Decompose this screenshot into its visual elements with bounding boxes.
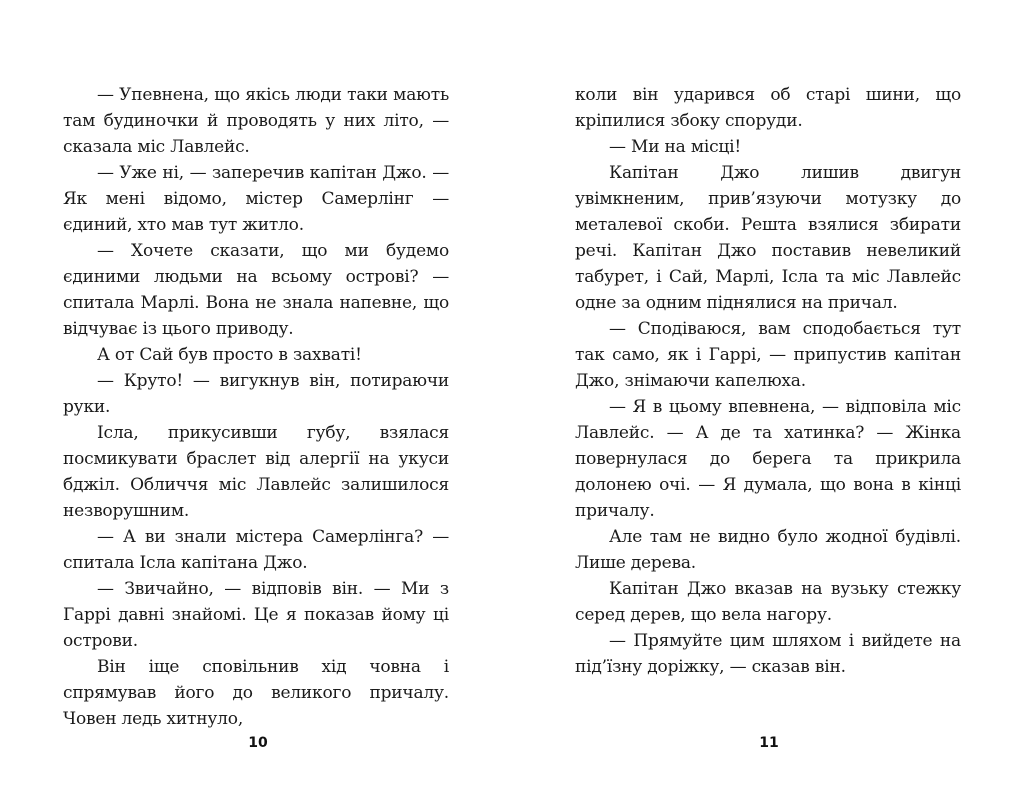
paragraph: Ісла, прикусивши губу, взялася посмикувати браслет від алергії на укуси бджіл. Обличчя міс Лавлейс залишилося незворушним. [63,423,449,521]
paragraph: Він іще сповільнив хід човна і спрямував його до великого причалу. Човен ледь хитнуло, [63,657,449,729]
paragraph: — Круто! — вигукнув він, потираючи руки. [63,371,449,417]
paragraph-continuation: коли він ударився об старі шини, що кріпилися збоку споруди. [575,85,961,131]
paragraph: — Хочете сказати, що ми будемо єдиними людьми на всьому острові? — спитала Марлі. Вона не знала напевне, що відчуває із цього приводу. [63,241,449,339]
paragraph: Капітан Джо лишив двигун увімкненим, прив’язуючи мотузку до металевої скоби. Решта взялися збирати речі. Капітан Джо поставив невеликий табурет, і Сай, Марлі, Ісла та міс Лавлейс одне за одним піднялися на причал. [575,163,961,313]
page-number-left: 10 [248,735,268,751]
paragraph: — Ми на місці! [609,137,741,157]
paragraph: — А ви знали містера Самерлінга? — спитала Ісла капітана Джо. [63,527,449,573]
paragraph: — Уже ні, — заперечив капітан Джо. — Як мені відомо, містер Самерлінг — єдиний, хто мав тут житло. [63,163,449,235]
right-page [575,82,961,680]
paragraph: — Прямуйте цим шляхом і вийдете на під’їзну доріжку, — сказав він. [575,631,961,677]
paragraph: Капітан Джо вказав на вузьку стежку серед дерев, що вела нагору. [575,579,961,625]
paragraph: — Упевнена, що якісь люди таки мають там будиночки й проводять у них літо, — сказала міс Лавлейс. [63,85,449,157]
paragraph: А от Сай був просто в захваті! [97,345,362,365]
paragraph: — Звичайно, — відповів він. — Ми з Гаррі давні знайомі. Це я показав йому ці острови. [63,579,449,651]
paragraph: Але там не видно було жодної будівлі. Лише дерева. [575,527,961,573]
page-number-right: 11 [759,735,779,751]
paragraph: — Я в цьому впевнена, — відповіла міс Лавлейс. — А де та хатинка? — Жінка повернулася до берега та прикрила долонею очі. — Я думала, що вона в кінці причалу. [575,397,961,521]
left-page [63,82,449,732]
paragraph: — Сподіваюся, вам сподобається тут так само, як і Гаррі, — припустив капітан Джо, знімаючи капелюха. [575,319,961,391]
